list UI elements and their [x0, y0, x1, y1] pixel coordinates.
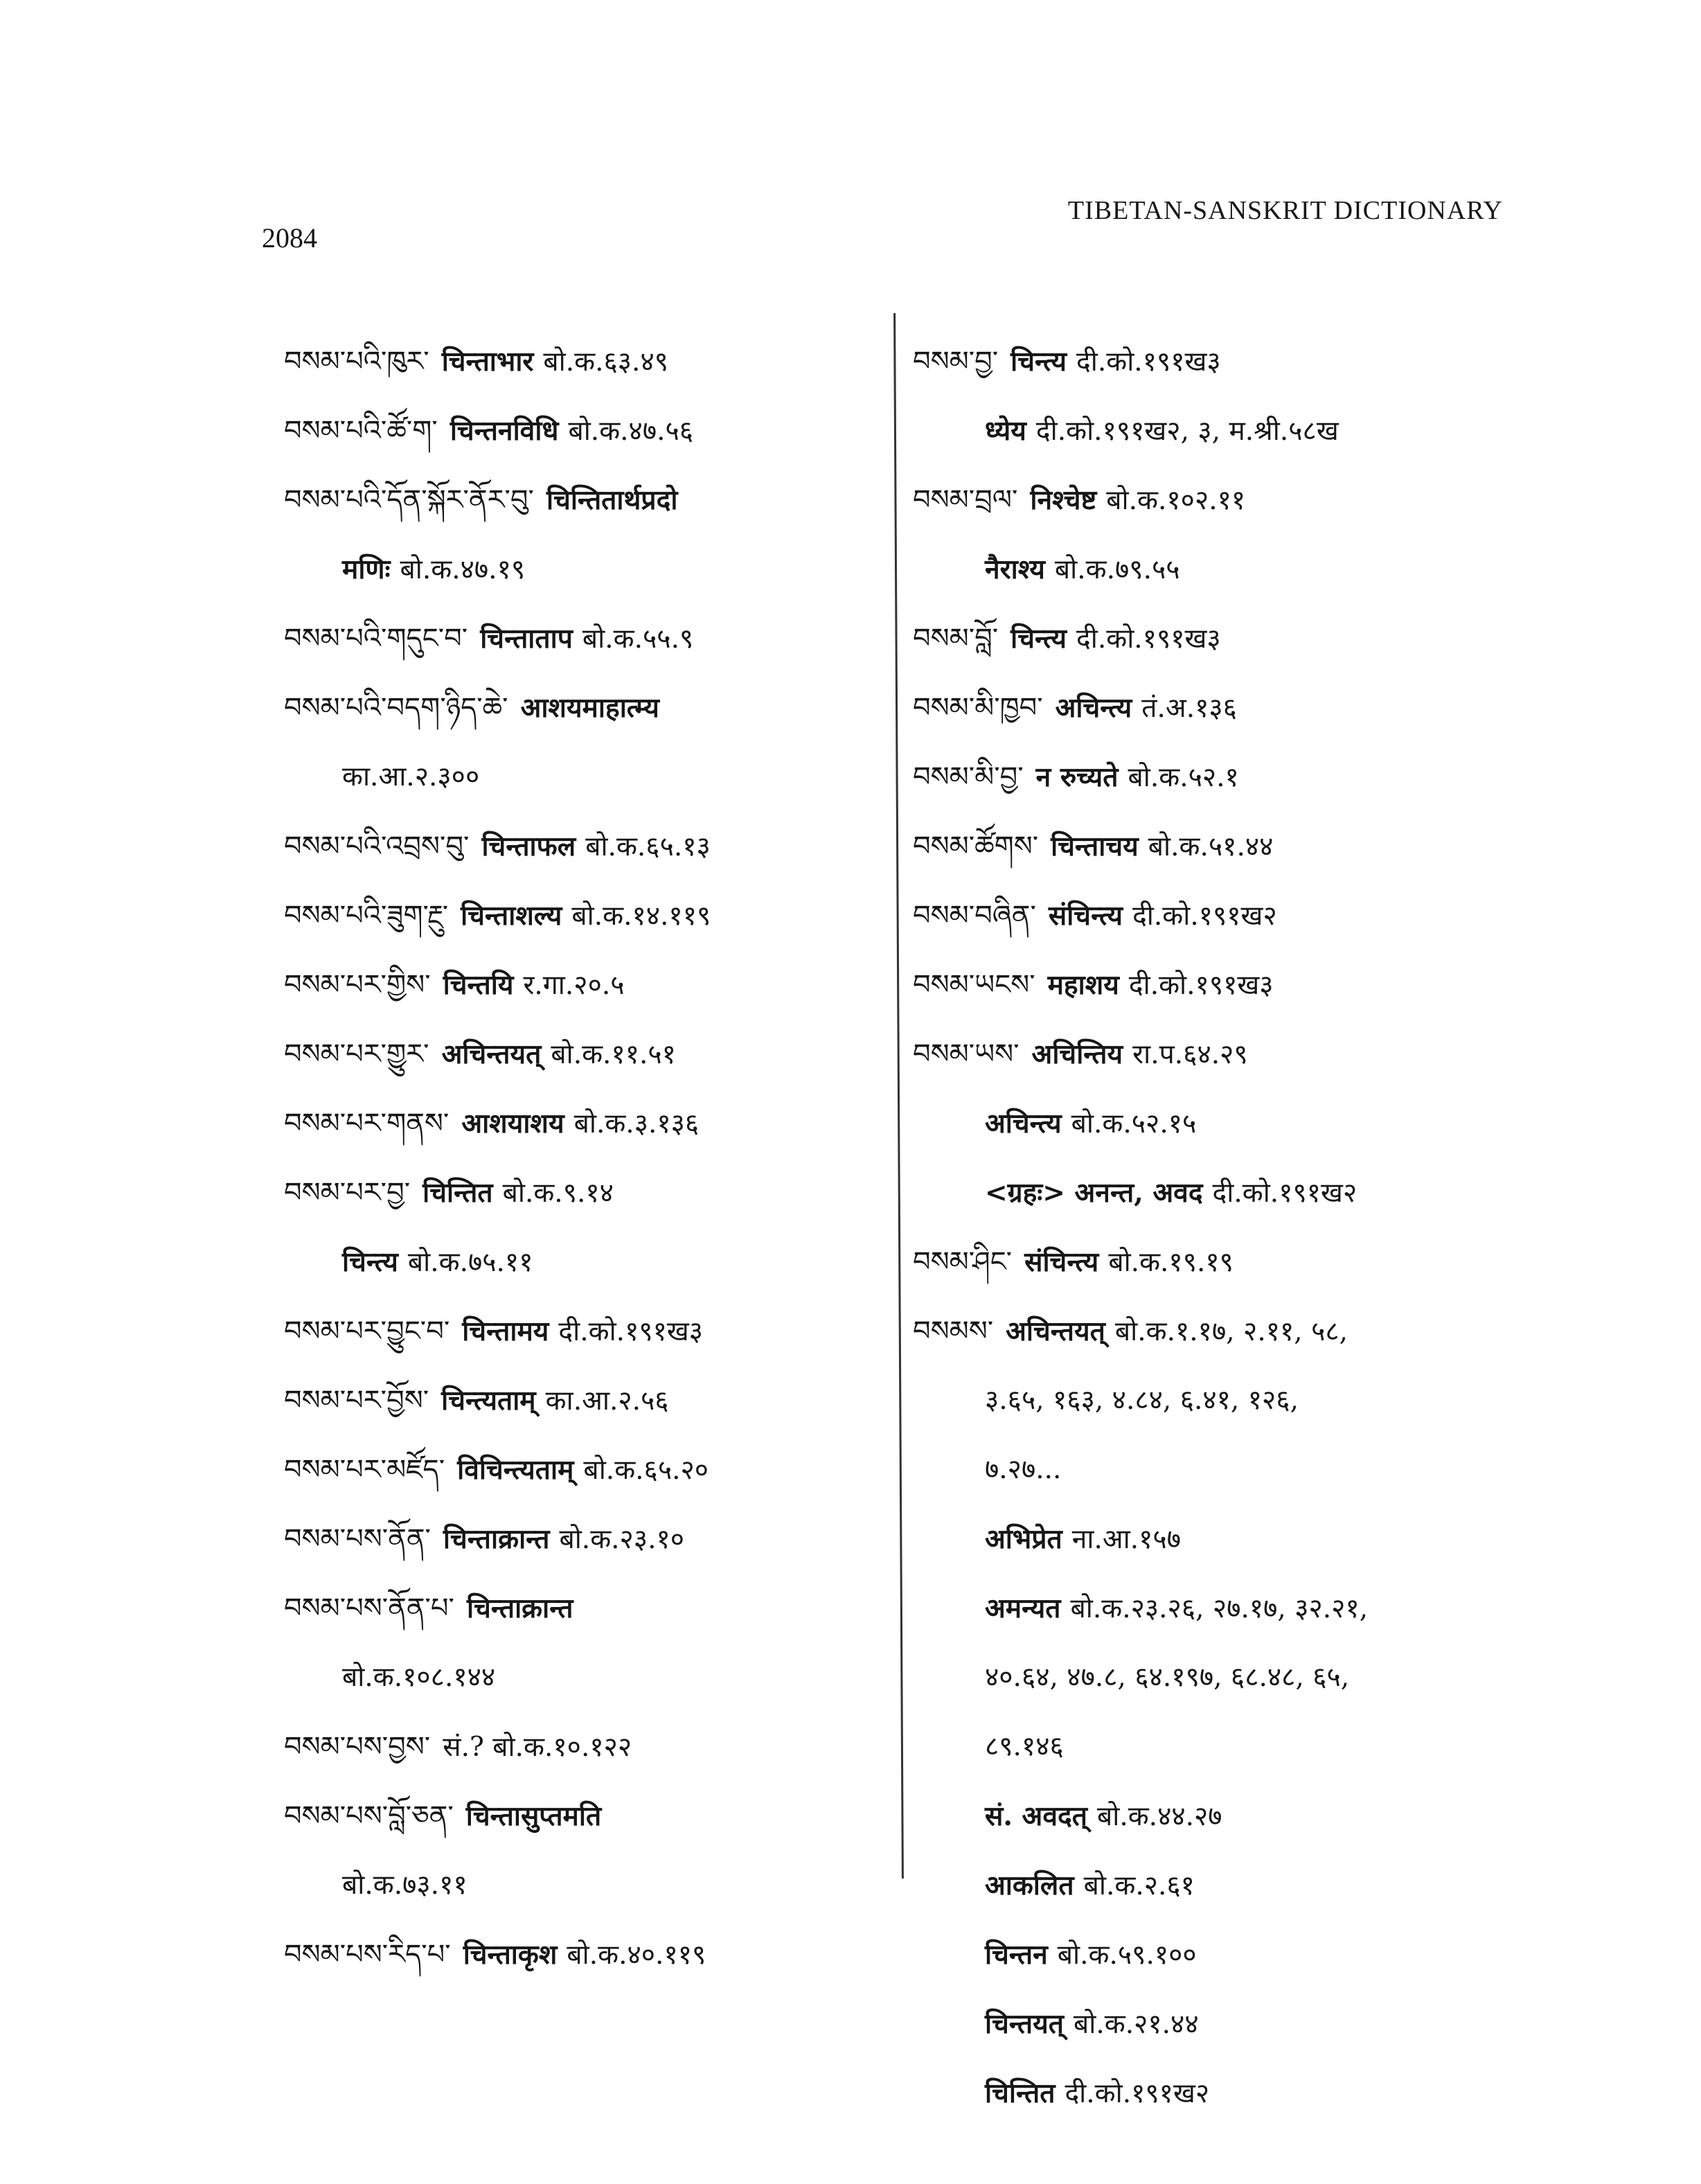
sanskrit-equivalent: अमन्यत [985, 1592, 1061, 1624]
dictionary-entry-line [284, 1712, 893, 1782]
source-reference: बो.क.६५.१३ [585, 831, 711, 862]
source-reference: बो.क.७५.११ [407, 1247, 533, 1278]
source-reference: तं.अ.१३६ [1141, 693, 1237, 724]
tibetan-headword: བསམ་པར་བྱོས་ [284, 1385, 429, 1417]
source-reference: बो.क.६५.२० [583, 1455, 709, 1486]
dictionary-entry-line [284, 1089, 893, 1158]
sanskrit-equivalent: आशयाशय [461, 1108, 564, 1139]
tibetan-headword: བསམ་མི་བྱ་ [913, 761, 1024, 793]
source-reference: बो.क.२१.४४ [1073, 2009, 1199, 2040]
sanskrit-equivalent: अचिन्तयत् [441, 1038, 542, 1070]
tibetan-headword: བསམ་བཞིན་ [913, 900, 1036, 932]
tibetan-headword: བསམ་པས་བྱས་ [284, 1731, 431, 1763]
sanskrit-equivalent: चिन्ताभार [441, 346, 534, 378]
sanskrit-equivalent: चिन्ताताप [480, 623, 573, 655]
dictionary-entry-line [913, 535, 1536, 604]
dictionary-entry-line [284, 465, 893, 535]
source-reference: बो.क.२३.१० [559, 1524, 685, 1555]
source-reference: ना.आ.१५७ [1071, 1524, 1181, 1555]
source-reference: दी.को.१९१ख३ [1076, 346, 1221, 378]
sanskrit-equivalent: चिन्ताशल्य [461, 900, 562, 932]
dictionary-entry-line [913, 1297, 1536, 1366]
tibetan-headword: བསམ་པར་གནས་ [284, 1108, 449, 1139]
dictionary-entry-line [913, 1920, 1536, 1989]
sanskrit-equivalent: चिन्तितार्थप्रदो [546, 484, 678, 516]
sanskrit-equivalent: चिन्त्यताम् [441, 1385, 536, 1417]
sanskrit-equivalent: चिन्ताक्रान्त [443, 1523, 550, 1555]
sanskrit-equivalent: संचिन्त्य [1024, 1246, 1099, 1278]
source-reference: ८९.१४६ [985, 1731, 1064, 1762]
source-reference: दी.को.१९१ख३ [558, 1316, 704, 1347]
tibetan-headword: བསམས་ [913, 1315, 994, 1347]
source-reference: बो.क.४७.५६ [568, 416, 694, 447]
sanskrit-equivalent: चिन्ताचय [1051, 831, 1139, 862]
sanskrit-equivalent: अभिप्रेत [985, 1523, 1062, 1555]
dictionary-entry-line [284, 743, 893, 812]
dictionary-entry-line [913, 465, 1536, 535]
dictionary-entry-line [284, 673, 893, 743]
sanskrit-equivalent: आशयमाहात्म्य [520, 692, 659, 724]
sanskrit-equivalent: चिन्तासुप्तमति [465, 1800, 602, 1832]
page-number: 2084 [262, 222, 317, 254]
sanskrit-equivalent: अचिन्त्य [985, 1108, 1062, 1139]
source-reference: बो.क.४७.१९ [400, 554, 526, 585]
tibetan-headword: བསམ་ཡས་ [913, 1038, 1019, 1070]
tibetan-headword: བསམ་མི་ཁྱབ་ [913, 692, 1043, 724]
source-reference: बो.क.५१.४४ [1148, 831, 1274, 862]
tibetan-headword: བསམ་པའི་ཁུར་ [284, 346, 429, 378]
source-reference: दी.को.१९१ख३ [1076, 623, 1221, 655]
tibetan-headword: བསམ་ཤིང་ [913, 1246, 1013, 1278]
right-column [913, 327, 1536, 2128]
source-reference: बो.क.१४.११९ [571, 900, 711, 932]
sanskrit-equivalent: नैराश्य [985, 553, 1045, 585]
dictionary-entry-line [284, 1851, 893, 1920]
source-reference: ४०.६४, ४७.८, ६४.१९७, ६८.४८, ६५, [985, 1662, 1350, 1693]
source-reference: बो.क.५५.९ [582, 623, 694, 655]
tibetan-headword: བསམ་པའི་དོན་སྐོར་ནོར་བུ་ [284, 484, 534, 516]
tibetan-headword: བསམ་པའི་ཟུག་རྔུ་ [284, 900, 449, 932]
source-reference: बो.क.११.५१ [551, 1039, 676, 1070]
tibetan-headword: བསམ་པར་མཛོད་ [284, 1454, 445, 1486]
tibetan-headword: བསམ་པས་ནོན་ [284, 1523, 431, 1555]
source-reference: बो.क.७९.५५ [1054, 554, 1180, 585]
source-reference: बो.क.४४.२७ [1096, 1801, 1222, 1832]
source-reference: बो.क.२.६१ [1083, 1870, 1195, 1901]
dictionary-entry-line [284, 1227, 893, 1297]
tibetan-headword: བསམ་པའི་ཚོ་ག་ [284, 415, 438, 447]
tibetan-headword: བསམ་པའི་གདུང་བ་ [284, 623, 468, 655]
dictionary-entry-line [284, 1020, 893, 1089]
source-reference: दी.को.१९१ख२ [1132, 900, 1277, 932]
dictionary-entry-line [913, 673, 1536, 743]
sanskrit-equivalent: चिन्तामय [462, 1315, 549, 1347]
sanskrit-equivalent: निश्चेष्ट [1030, 484, 1097, 516]
dictionary-entry-line [284, 535, 893, 604]
source-reference: बो.क.६३.४९ [543, 346, 669, 378]
running-head: TIBETAN-SANSKRIT DICTIONARY [1067, 196, 1503, 225]
sanskrit-equivalent: <ग्रहः> अनन्त, अवद [985, 1177, 1203, 1209]
sanskrit-equivalent: चिन्ताक्रान्त [466, 1592, 573, 1624]
source-reference: बो.क.१०२.११ [1106, 485, 1246, 516]
source-reference: बो.क.५२.१५ [1071, 1108, 1197, 1139]
source-reference: बो.क.२३.२६, २७.१७, ३२.२१, [1070, 1593, 1369, 1624]
sanskrit-equivalent: चिन्तनविधि [449, 415, 559, 447]
tibetan-headword: བསམ་པར་བྱུང་བ་ [284, 1315, 450, 1347]
sanskrit-equivalent: चिन्त्य [1010, 346, 1067, 378]
sanskrit-equivalent: चिन्तयि [443, 969, 514, 1001]
sanskrit-equivalent: चिन्तयत् [985, 2008, 1064, 2040]
source-reference: दी.को.१९१ख२ [1065, 2078, 1210, 2109]
sanskrit-equivalent: चिन्ताकृश [463, 1939, 558, 1971]
sanskrit-equivalent: आकलित [985, 1870, 1074, 1901]
dictionary-entry-line [284, 950, 893, 1020]
tibetan-headword: བསམ་པས་ནོན་པ་ [284, 1592, 454, 1624]
dictionary-entry-line [913, 1712, 1536, 1782]
source-reference: ३.६५, १६३, ४.८४, ६.४१, १२६, [985, 1385, 1299, 1416]
dictionary-entry-line [913, 1643, 1536, 1712]
tibetan-headword: བསམ་པར་གྱིས་ [284, 969, 431, 1001]
source-reference: र.गा.२०.५ [523, 970, 625, 1001]
dictionary-entry-line [913, 1782, 1536, 1851]
dictionary-entry-line [913, 1574, 1536, 1643]
dictionary-entry-line [913, 1435, 1536, 1504]
column-divider [893, 313, 904, 1879]
source-reference: दी.को.१९१ख३ [1128, 970, 1274, 1001]
dictionary-entry-line [284, 1366, 893, 1435]
source-reference: बो.क.१.१७, २.११, ५८, [1114, 1316, 1348, 1347]
dictionary-entry-line [284, 1920, 893, 1989]
source-reference: बो.क.५९.१०० [1057, 1939, 1197, 1971]
dictionary-entry-line [913, 1989, 1536, 2059]
tibetan-headword: བསམ་བྱ་ [913, 346, 999, 378]
left-column [284, 327, 893, 1989]
sanskrit-equivalent: संचिन्त्य [1048, 900, 1123, 932]
dictionary-entry-line [913, 743, 1536, 812]
dictionary-entry-line [284, 812, 893, 881]
source-reference: बो.क.९.१४ [502, 1178, 614, 1209]
dictionary-entry-line [284, 1297, 893, 1366]
sanskrit-equivalent: ध्येय [985, 415, 1026, 447]
dictionary-entry-line [284, 1643, 893, 1712]
dictionary-entry-line [913, 2059, 1536, 2128]
dictionary-entry-line [913, 327, 1536, 396]
sanskrit-equivalent: सं. अवदत् [985, 1800, 1087, 1832]
source-reference: बो.क.१९.१९ [1108, 1247, 1234, 1278]
tibetan-headword: བསམ་པས་བློ་ཅན་ [284, 1800, 454, 1832]
dictionary-entry-line [913, 396, 1536, 465]
tibetan-headword: བསམ་བློ་ [913, 623, 999, 655]
sanskrit-equivalent: अचिन्तयत् [1006, 1315, 1105, 1347]
sanskrit-equivalent: विचिन्त्यताम् [457, 1454, 574, 1486]
dictionary-entry-line [913, 1158, 1536, 1227]
source-reference: बो.क.४०.११९ [567, 1939, 706, 1971]
dictionary-entry-line [913, 1020, 1536, 1089]
dictionary-entry-line [913, 1089, 1536, 1158]
sanskrit-equivalent: महाशय [1047, 969, 1119, 1001]
sanskrit-equivalent: मणिः [342, 553, 391, 585]
tibetan-headword: བསམ་བྲལ་ [913, 484, 1018, 516]
dictionary-entry-line [913, 881, 1536, 950]
dictionary-entry-line [284, 881, 893, 950]
source-reference: रा.प.६४.२९ [1132, 1039, 1248, 1070]
source-reference: बो.क.३.१३६ [573, 1108, 700, 1139]
source-reference: बो.क.१०८.१४४ [342, 1662, 496, 1693]
dictionary-entry-line [284, 1504, 893, 1574]
source-reference: का.आ.२.५६ [545, 1385, 669, 1417]
tibetan-headword: བསམ་པས་རིད་པ་ [284, 1939, 451, 1971]
dictionary-entry-line [284, 327, 893, 396]
sanskrit-equivalent: अचिन्त्य [1055, 692, 1132, 724]
dictionary-entry-line [913, 1504, 1536, 1574]
sanskrit-equivalent: न रुच्यते [1035, 761, 1119, 793]
dictionary-entry-line [284, 604, 893, 673]
dictionary-entry-line [284, 1158, 893, 1227]
dictionary-entry-line [284, 396, 893, 465]
tibetan-headword: བསམ་པར་བྱ་ [284, 1177, 411, 1209]
dictionary-entry-line [913, 812, 1536, 881]
dictionary-entry-line [284, 1782, 893, 1851]
tibetan-headword: བསམ་ཚོགས་ [913, 831, 1039, 862]
sanskrit-equivalent: चिन्त्य [1010, 623, 1067, 655]
source-reference: बो.क.५२.१ [1128, 762, 1239, 793]
dictionary-entry-line [284, 1574, 893, 1643]
tibetan-headword: བསམ་པར་གྱུར་ [284, 1038, 429, 1070]
dictionary-entry-line [913, 1227, 1536, 1297]
dictionary-entry-line [913, 1851, 1536, 1920]
tibetan-headword: བསམ་པའི་འབྲས་བུ་ [284, 831, 470, 862]
sanskrit-equivalent: चिन्त्य [342, 1246, 398, 1278]
sanskrit-equivalent: चिन्तित [985, 2077, 1056, 2109]
source-reference: का.आ.२.३०० [342, 761, 480, 792]
dictionary-entry-line [913, 604, 1536, 673]
sanskrit-equivalent: चिन्तन [985, 1939, 1048, 1971]
dictionary-entry-line [913, 950, 1536, 1020]
source-reference: दी.को.१९१ख२, ३, म.श्री.५८ख [1035, 416, 1339, 447]
source-reference: दी.को.१९१ख२ [1212, 1178, 1357, 1209]
tibetan-headword: བསམ་པའི་བདག་ཉིད་ཆེ་ [284, 692, 508, 724]
sanskrit-equivalent: चिन्ताफल [481, 831, 576, 862]
sanskrit-equivalent: चिन्तित [422, 1177, 493, 1209]
source-reference: बो.क.७३.११ [342, 1870, 467, 1901]
dictionary-entry-line [913, 1366, 1536, 1435]
source-reference: सं.? बो.क.१०.१२२ [443, 1732, 632, 1763]
dictionary-entry-line [284, 1435, 893, 1504]
tibetan-headword: བསམ་ཡངས་ [913, 969, 1035, 1001]
sanskrit-equivalent: अचिन्तिय [1031, 1038, 1123, 1070]
source-reference: ७.२७... [985, 1454, 1062, 1485]
